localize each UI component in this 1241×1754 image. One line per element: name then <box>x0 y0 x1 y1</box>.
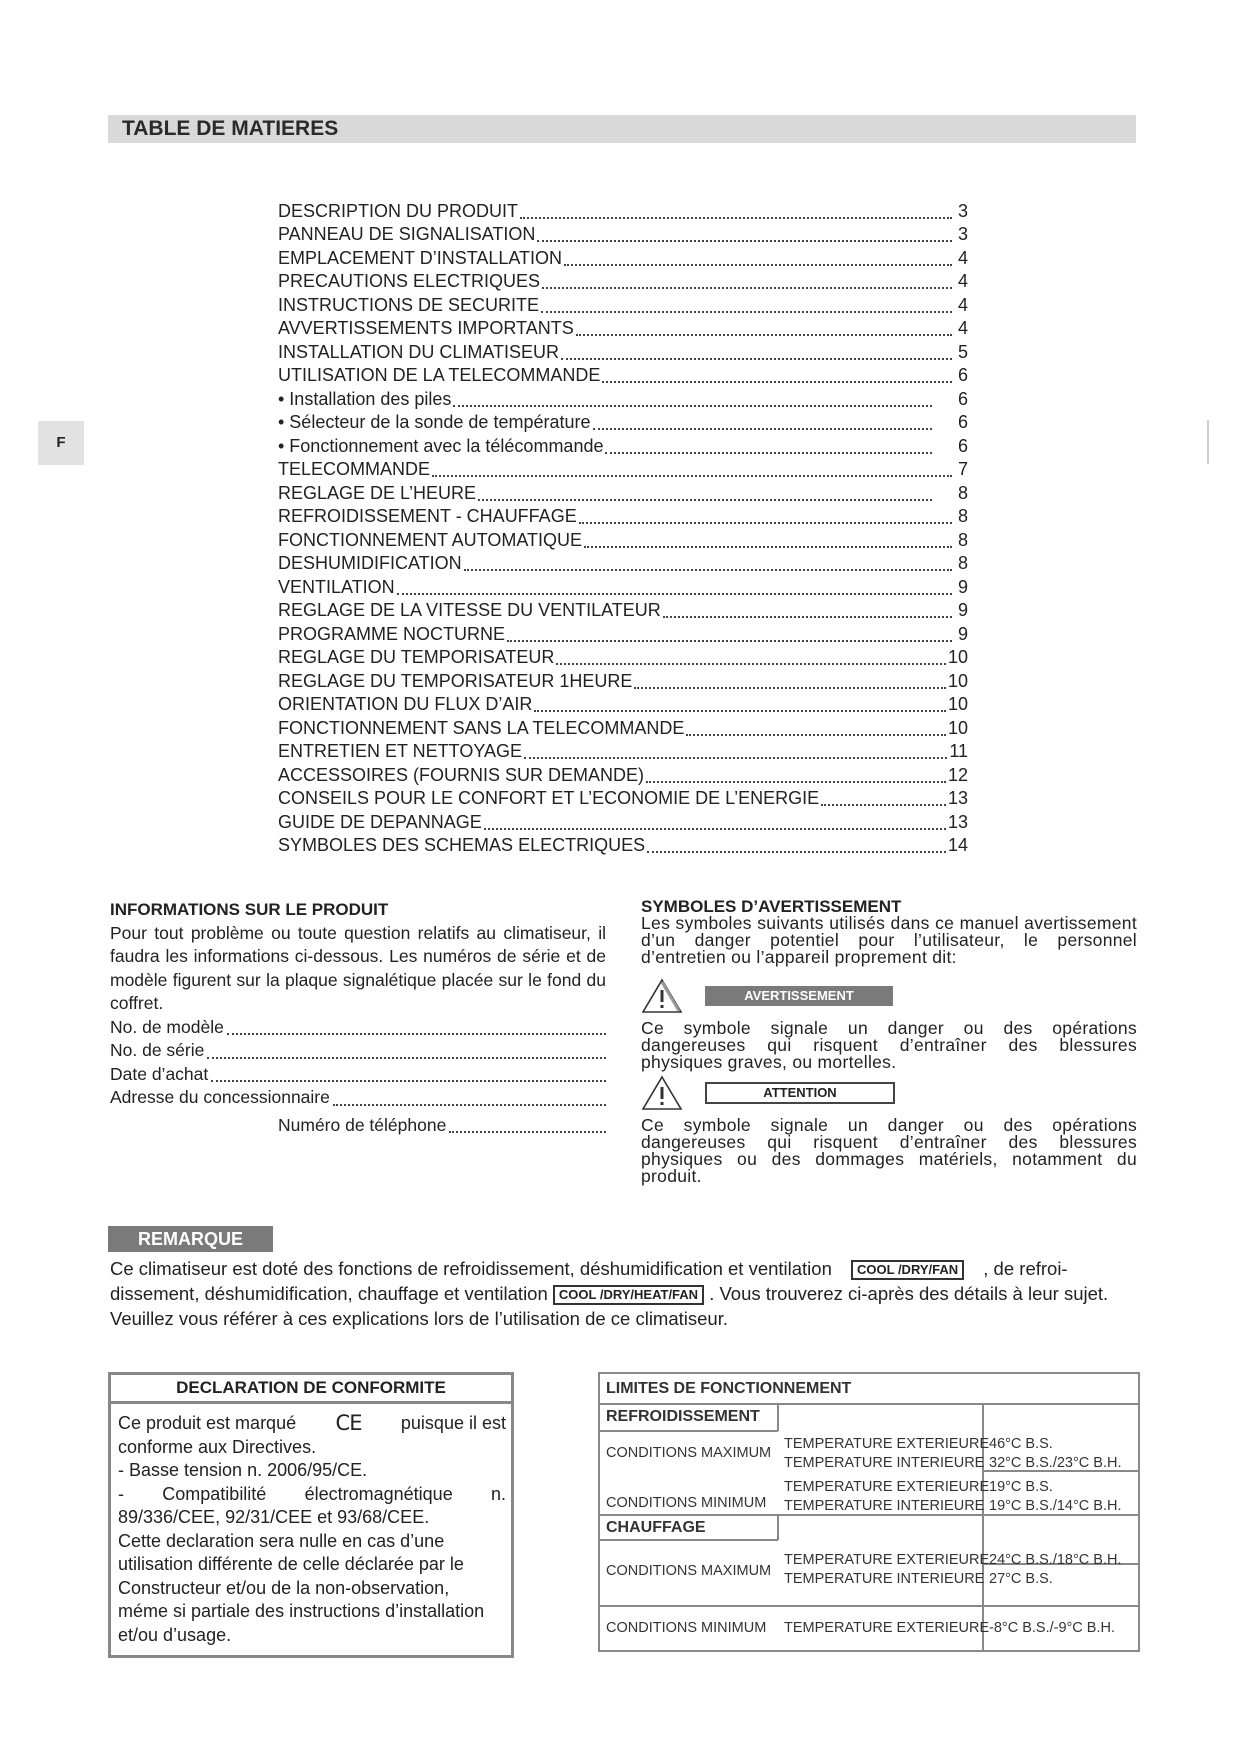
cooling-max-int-value: 32°C B.S./23°C B.H. <box>989 1455 1122 1471</box>
toc-entry-page: 3 <box>957 224 968 244</box>
heating-max-ext-value: 24°C B.S./18°C B.H. <box>989 1552 1122 1568</box>
toc-entry <box>278 433 968 457</box>
toc-entry-page: 13 <box>947 788 968 808</box>
field-dealer: Adresse du concessionnaire <box>110 1086 606 1110</box>
toc-entry-title: FONCTIONNEMENT SANS LA TELECOMMANDE <box>278 717 685 738</box>
toc-entry-title: REFROIDISSEMENT - CHAUFFAGE <box>278 506 577 526</box>
toc-entry-page: 5 <box>957 341 968 362</box>
toc-entry-page: 4 <box>957 294 968 315</box>
toc-entry-page: 7 <box>957 459 968 479</box>
toc-entry-title: VENTILATION <box>278 576 395 597</box>
toc-entry <box>278 786 968 810</box>
code-cool-dry-fan: COOL /DRY/FAN <box>851 1260 964 1280</box>
toc-entry-title: TELECOMMANDE <box>278 459 431 479</box>
toc-entry <box>278 316 968 340</box>
section-header <box>108 115 1136 143</box>
toc-entry-page: 10 <box>947 647 968 667</box>
toc-entry <box>278 645 968 669</box>
toc-entry-page: 9 <box>957 576 968 597</box>
toc-entry-page: 10 <box>947 694 968 714</box>
toc-entry-page: 14 <box>947 835 968 855</box>
toc-leader <box>484 812 946 830</box>
heating-label: CHAUFFAGE <box>606 1519 706 1536</box>
toc-leader <box>432 459 952 477</box>
toc-entry <box>278 551 968 575</box>
toc-leader <box>564 248 952 266</box>
toc-leader <box>397 577 952 595</box>
toc-entry-title: FONCTIONNEMENT AUTOMATIQUE <box>278 529 583 550</box>
toc-entry-page: 4 <box>957 271 968 291</box>
toc-entry <box>278 222 968 246</box>
toc-entry <box>278 386 968 410</box>
toc-entry-title: PRECAUTIONS ELECTRIQUES <box>278 271 541 291</box>
declaration-line: - Basse tension n. 2006/95/CE. <box>118 1460 368 1480</box>
toc-entry-title: ACCESSOIRES (FOURNIS SUR DEMANDE) <box>278 764 645 785</box>
toc-leader <box>576 318 952 336</box>
declaration-body: Ce produit est marqué CE puisque il est conforme aux Directives. - Basse tension n. 2006/95/CE. - Compatibilité électromagnétique n. 89/336/CEE, 92/31/CEE et 93/68/CEE. Cette declaration sera nulle en cas d’une utilisation différente de celle déclarée par le Constructeur et/ou de la non-observation, méme si partiale des instructions d’installation et/ou d’usage. <box>111 1404 511 1647</box>
toc-entry-page: 11 <box>949 741 968 761</box>
toc-entry <box>278 198 968 222</box>
remark-text: Ce climatiseur est doté des fonctions de refroidissement, déshumidification et ventilation COOL /DRY/FAN , de refroi-dissement, déshumidification, chauffage et ventilation COOL /DRY/HEAT/FAN . Vous trouverez ci-après des détails à leur sujet. Veuillez vous référer à ces explications lors de l’utilisation de ce climatiseur. <box>110 1258 1109 1329</box>
toc-entry <box>278 480 968 504</box>
heating-min-ext-label: TEMPERATURE EXTERIEURE <box>784 1620 990 1636</box>
toc-entry-page: 6 <box>957 435 968 456</box>
toc-entry <box>278 574 968 598</box>
toc-leader <box>541 295 952 313</box>
toc-entry-title: PROGRAMME NOCTURNE <box>278 623 506 644</box>
toc-entry-page: 4 <box>957 318 968 338</box>
toc-leader <box>663 600 952 618</box>
toc-entry-page: 8 <box>957 553 968 573</box>
product-info-text: Pour tout problème ou toute question relatifs au climatiseur, il faudra les informations ci-dessous. Les numéros de série et de modèle figurent sur la plaque signalétique placée sur le fond du coffret. <box>110 922 606 1013</box>
warning-row <box>641 976 1137 1016</box>
toc-leader <box>478 483 932 501</box>
toc-entry <box>278 504 968 528</box>
limits-heading: LIMITES DE FONCTIONNEMENT <box>606 1380 852 1397</box>
attention-text: Ce symbole signale un danger ou des opérations dangereuses qui risquent d’entraîner des blessures physiques ou des dommages matériels, notamment du produit. <box>641 1115 1137 1186</box>
field-model: No. de modèle <box>110 1016 606 1040</box>
toc-entry-page: 9 <box>957 623 968 644</box>
cooling-max-label: CONDITIONS MAXIMUM <box>606 1445 772 1461</box>
toc-entry-title: DESCRIPTION DU PRODUIT <box>278 200 519 221</box>
toc-entry-page: 10 <box>947 670 968 691</box>
toc-leader <box>453 389 932 407</box>
toc-entry-page: 9 <box>957 600 968 620</box>
toc-entry <box>278 292 968 316</box>
toc-entry-page: 8 <box>957 482 968 503</box>
toc-entry-title: • Sélecteur de la sonde de température <box>278 412 591 432</box>
field-serial: No. de série <box>110 1039 606 1063</box>
toc-entry-page: 6 <box>957 365 968 385</box>
attention-badge: ATTENTION <box>705 1082 895 1104</box>
warning-badge: AVERTISSEMENT <box>705 986 893 1006</box>
field-date: Date d’achat <box>110 1063 606 1087</box>
operating-limits-table <box>598 1372 1140 1652</box>
toc-entry <box>278 739 968 763</box>
toc-entry-page: 3 <box>957 200 968 221</box>
toc-entry <box>278 363 968 387</box>
toc-entry <box>278 715 968 739</box>
toc-entry <box>278 339 968 363</box>
cooling-min-ext-label: TEMPERATURE EXTERIEURE <box>784 1479 990 1495</box>
toc-entry-page: 6 <box>957 412 968 432</box>
toc-leader <box>646 765 946 783</box>
product-info <box>110 898 606 1137</box>
cooling-max-int-label: TEMPERATURE INTERIEURE <box>784 1455 985 1471</box>
warning-symbols-heading: SYMBOLES D’AVERTISSEMENT <box>641 897 902 916</box>
toc-entry-title: ENTRETIEN ET NETTOYAGE <box>278 741 523 761</box>
toc-leader <box>464 553 952 571</box>
heating-max-ext-label: TEMPERATURE EXTERIEURE <box>784 1552 990 1568</box>
cooling-min-label: CONDITIONS MINIMUM <box>606 1495 767 1511</box>
toc-entry-page: 12 <box>947 764 968 785</box>
table-of-contents <box>278 198 968 856</box>
remark-badge: REMARQUE <box>108 1226 273 1252</box>
toc-entry-page: 8 <box>957 506 968 526</box>
warning-symbols-intro: Les symboles suivants utilisés dans ce manuel avertissement d’un danger potentiel pour l’utilisateur, le personnel d’entretien ou l’appareil proprement dit: <box>641 913 1137 967</box>
toc-leader <box>634 671 946 689</box>
language-tab: F <box>38 421 84 465</box>
heating-min-ext-value: -8°C B.S./-9°C B.H. <box>989 1620 1116 1636</box>
toc-entry-title: REGLAGE DE L’HEURE <box>278 482 477 503</box>
warning-text: Ce symbole signale un danger ou des opérations dangereuses qui risquent d’entraîner des blessures physiques graves, ou mortelles. <box>641 1018 1137 1072</box>
attention-row <box>641 1073 1137 1113</box>
toc-entry-page: 13 <box>947 811 968 832</box>
toc-leader <box>593 412 933 430</box>
toc-entry-title: INSTRUCTIONS DE SECURITE <box>278 294 540 315</box>
declaration-line: Cette declaration sera nulle en cas d’une <box>118 1530 445 1551</box>
toc-entry <box>278 269 968 293</box>
heating-max-int-value: 27°C B.S. <box>989 1571 1053 1587</box>
toc-entry <box>278 621 968 645</box>
toc-entry-title: INSTALLATION DU CLIMATISEUR <box>278 341 560 362</box>
code-cool-dry-heat-fan: COOL /DRY/HEAT/FAN <box>553 1285 704 1305</box>
heating-min-label: CONDITIONS MINIMUM <box>606 1620 767 1636</box>
declaration-box <box>108 1372 514 1658</box>
cooling-min-int-label: TEMPERATURE INTERIEURE <box>784 1498 985 1514</box>
warning-triangle-icon <box>641 978 683 1014</box>
declaration-line: Constructeur et/ou de la non-observation, <box>118 1577 450 1598</box>
toc-leader <box>821 788 946 806</box>
toc-entry-title: AVVERTISSEMENTS IMPORTANTS <box>278 318 574 338</box>
toc-entry <box>278 668 968 692</box>
declaration-heading: DECLARATION DE CONFORMITE <box>111 1375 511 1404</box>
margin-mark <box>1207 420 1209 464</box>
toc-entry-title: CONSEILS POUR LE CONFORT ET L’ECONOMIE DE L’ENERGIE <box>278 788 820 808</box>
cooling-min-ext-value: 19°C B.S. <box>989 1479 1053 1495</box>
heating-max-label: CONDITIONS MAXIMUM <box>606 1563 772 1579</box>
toc-entry-title: SYMBOLES DES SCHEMAS ELECTRIQUES <box>278 835 646 855</box>
toc-entry <box>278 692 968 716</box>
toc-entry-page: 8 <box>957 529 968 550</box>
toc-leader <box>556 647 946 665</box>
toc-entry <box>278 833 968 857</box>
heating-max-int-label: TEMPERATURE INTERIEURE <box>784 1571 985 1587</box>
toc-entry-title: GUIDE DE DEPANNAGE <box>278 811 482 832</box>
toc-entry-title: REGLAGE DU TEMPORISATEUR <box>278 647 555 667</box>
toc-leader <box>507 624 952 642</box>
toc-entry <box>278 245 968 269</box>
declaration-line: utilisation différente de celle déclarée par le <box>118 1554 464 1574</box>
toc-entry-title: • Fonctionnement avec la télécommande <box>278 435 604 456</box>
declaration-line: et/ou d’usage. <box>118 1624 232 1645</box>
product-info-heading: INFORMATIONS SUR LE PRODUIT <box>110 900 389 919</box>
toc-entry-title: REGLAGE DE LA VITESSE DU VENTILATEUR <box>278 600 661 620</box>
toc-leader <box>534 694 946 712</box>
toc-entry-title: ORIENTATION DU FLUX D’AIR <box>278 694 533 714</box>
toc-entry <box>278 457 968 481</box>
toc-leader <box>686 718 946 736</box>
toc-entry-page: 10 <box>947 717 968 738</box>
toc-entry-title: REGLAGE DU TEMPORISATEUR 1HEURE <box>278 670 633 691</box>
toc-leader <box>579 506 952 524</box>
toc-entry <box>278 598 968 622</box>
toc-leader <box>584 530 952 548</box>
toc-leader <box>537 224 952 242</box>
declaration-line: méme si partiale des instructions d’installation <box>118 1601 485 1621</box>
declaration-line: 89/336/CEE, 92/31/CEE et 93/68/CEE. <box>118 1507 430 1527</box>
toc-entry-title: • Installation des piles <box>278 388 452 409</box>
toc-leader <box>524 741 947 759</box>
page-title: TABLE DE MATIERES <box>122 117 339 140</box>
toc-leader <box>602 365 952 383</box>
toc-entry <box>278 527 968 551</box>
declaration-line: - Compatibilité électromagnétique n. <box>118 1483 506 1504</box>
ce-mark-icon: CE <box>335 1411 362 1435</box>
attention-triangle-icon <box>641 1075 683 1111</box>
cooling-max-ext-value: 46°C B.S. <box>989 1436 1053 1452</box>
toc-entry-title: DESHUMIDIFICATION <box>278 553 462 573</box>
toc-entry-page: 4 <box>957 247 968 268</box>
warning-symbols <box>641 898 1137 1185</box>
cooling-label: REFROIDISSEMENT <box>606 1408 760 1425</box>
toc-leader <box>542 271 952 289</box>
toc-entry <box>278 809 968 833</box>
declaration-line: conforme aux Directives. <box>118 1436 317 1457</box>
toc-leader <box>605 436 932 454</box>
toc-entry-title: PANNEAU DE SIGNALISATION <box>278 224 536 244</box>
toc-leader <box>520 201 952 219</box>
toc-entry-title: EMPLACEMENT D’INSTALLATION <box>278 247 563 268</box>
toc-leader <box>561 342 952 360</box>
toc-entry-title: UTILISATION DE LA TELECOMMANDE <box>278 365 601 385</box>
toc-entry <box>278 410 968 434</box>
toc-entry-page: 6 <box>957 388 968 409</box>
toc-leader <box>647 835 946 853</box>
toc-entry <box>278 762 968 786</box>
cooling-max-ext-label: TEMPERATURE EXTERIEURE <box>784 1436 990 1452</box>
field-phone: Numéro de téléphone <box>110 1114 606 1138</box>
cooling-min-int-value: 19°C B.S./14°C B.H. <box>989 1498 1122 1514</box>
